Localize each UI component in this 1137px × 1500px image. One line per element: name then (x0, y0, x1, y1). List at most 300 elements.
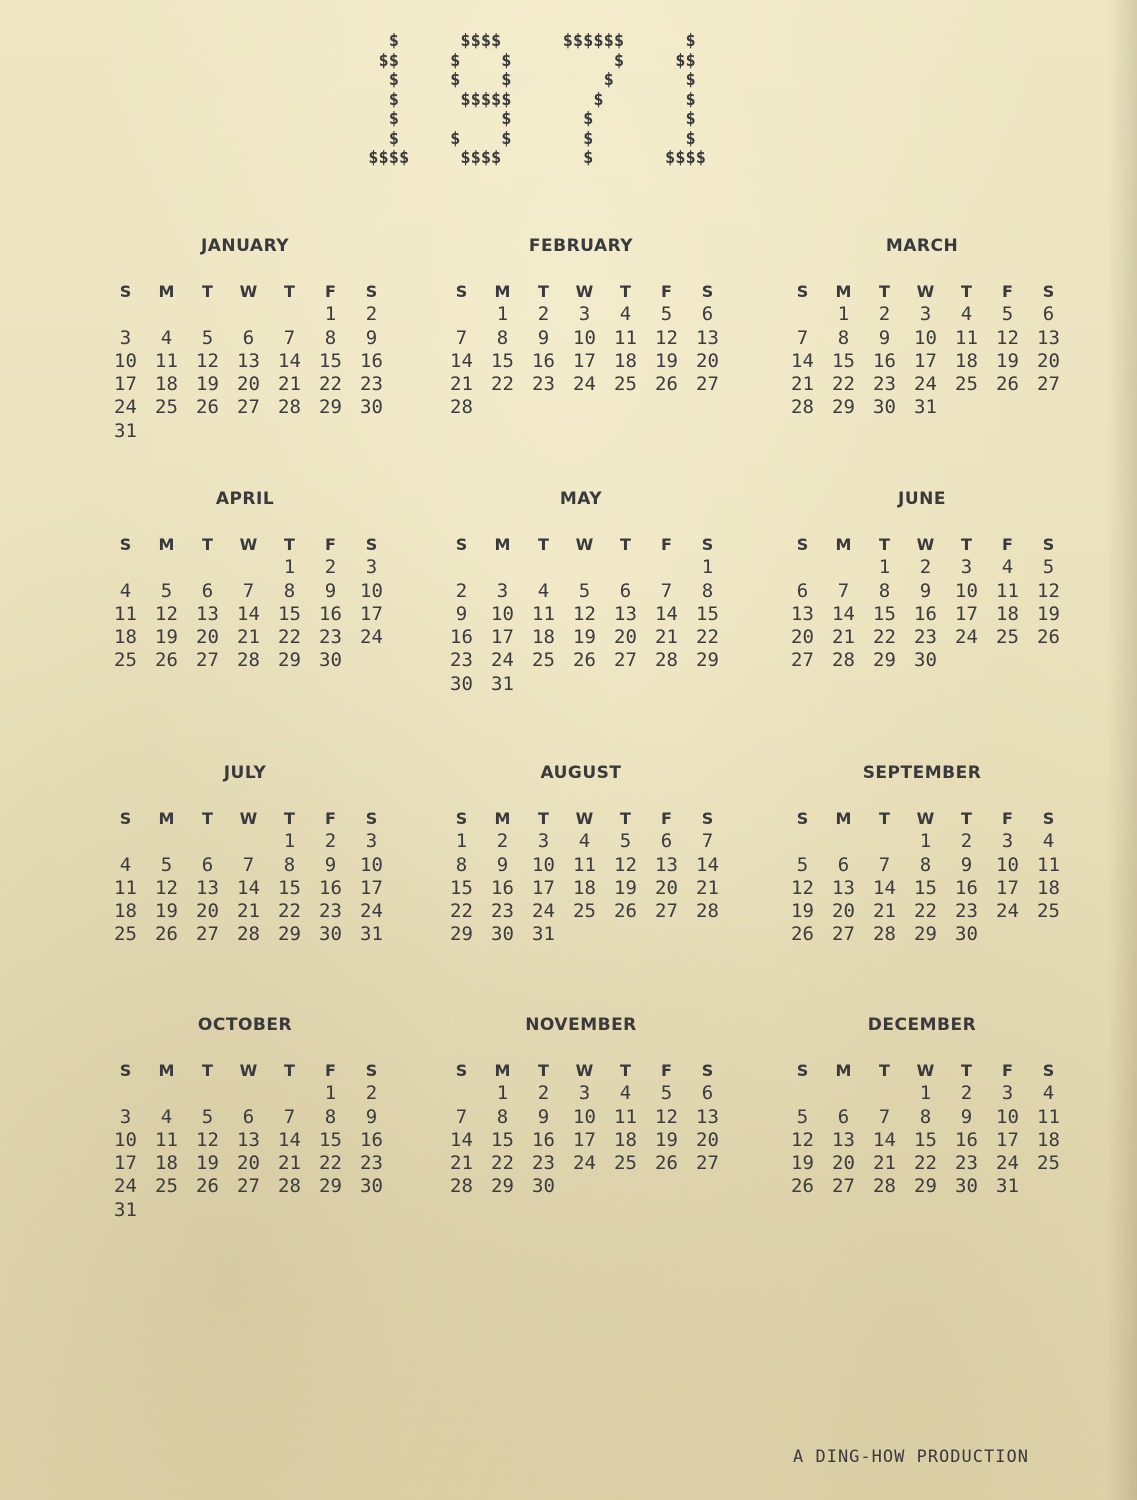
empty-day-cell (782, 303, 823, 326)
day-number: 21 (450, 373, 473, 396)
day-number: 6 (660, 830, 673, 853)
month-name: JANUARY (200, 236, 290, 256)
weekday-label: W (239, 535, 258, 554)
day-number: 4 (1001, 556, 1014, 579)
day-number: 23 (450, 649, 473, 672)
empty-day-cell (823, 556, 864, 579)
day-number: 20 (655, 876, 678, 899)
day-number: 21 (696, 876, 719, 899)
day-number: 24 (360, 900, 383, 923)
day-number: 25 (155, 396, 178, 419)
day-number: 27 (1037, 373, 1060, 396)
day-number: 21 (655, 626, 678, 649)
day-number: 13 (614, 602, 637, 625)
month-name: SEPTEMBER (862, 763, 982, 783)
day-number: 26 (655, 1152, 678, 1175)
empty-day-cell (564, 396, 605, 419)
day-number: 4 (619, 1082, 632, 1105)
day-number: 3 (365, 556, 378, 579)
day-number: 14 (450, 349, 473, 372)
empty-day-cell (564, 923, 605, 946)
day-number: 11 (614, 1105, 637, 1128)
day-number: 13 (655, 853, 678, 876)
day-number: 10 (914, 326, 937, 349)
day-number: 9 (455, 602, 468, 625)
day-number: 6 (701, 1082, 714, 1105)
weekday-label: W (916, 535, 935, 554)
day-number: 30 (491, 923, 514, 946)
day-number: 27 (614, 649, 637, 672)
day-number: 13 (237, 1128, 260, 1151)
day-number: 11 (532, 602, 555, 625)
weekday-label: W (575, 535, 594, 554)
day-number: 1 (455, 830, 468, 853)
day-number: 11 (155, 349, 178, 372)
empty-day-cell (146, 303, 187, 326)
day-number: 4 (160, 326, 173, 349)
day-number: 21 (832, 626, 855, 649)
empty-day-cell (605, 1175, 646, 1198)
day-number: 1 (496, 1082, 509, 1105)
day-grid (105, 1059, 392, 1222)
weekday-label: S (119, 282, 132, 301)
empty-day-cell (187, 830, 228, 853)
day-number: 19 (655, 349, 678, 372)
day-number: 20 (1037, 349, 1060, 372)
day-number: 12 (791, 876, 814, 899)
empty-day-cell (864, 830, 905, 853)
day-number: 29 (696, 649, 719, 672)
day-number: 8 (324, 326, 337, 349)
day-number: 27 (791, 649, 814, 672)
day-number: 7 (283, 1105, 296, 1128)
day-number: 13 (832, 1128, 855, 1151)
empty-day-cell (687, 396, 728, 419)
day-number: 16 (955, 876, 978, 899)
empty-day-cell (269, 420, 310, 443)
weekday-label: F (1002, 535, 1013, 554)
day-number: 25 (1037, 900, 1060, 923)
day-number: 11 (114, 876, 137, 899)
day-number: 28 (278, 1175, 301, 1198)
day-number: 2 (496, 830, 509, 853)
day-number: 26 (791, 923, 814, 946)
day-number: 26 (155, 923, 178, 946)
day-number: 15 (278, 602, 301, 625)
day-grid (105, 533, 392, 673)
day-number: 18 (573, 876, 596, 899)
day-number: 15 (319, 1128, 342, 1151)
day-number: 29 (873, 649, 896, 672)
day-number: 27 (237, 1175, 260, 1198)
day-number: 25 (614, 1152, 637, 1175)
day-number: 26 (196, 1175, 219, 1198)
weekday-label: F (661, 1061, 672, 1080)
day-number: 25 (532, 649, 555, 672)
day-number: 28 (278, 396, 301, 419)
day-number: 7 (455, 326, 468, 349)
weekday-label: F (661, 282, 672, 301)
day-number: 22 (832, 373, 855, 396)
day-number: 7 (242, 853, 255, 876)
day-grid (782, 280, 1069, 420)
day-number: 15 (914, 876, 937, 899)
day-number: 2 (324, 556, 337, 579)
day-number: 22 (278, 900, 301, 923)
day-number: 13 (696, 326, 719, 349)
day-grid (441, 533, 728, 696)
empty-day-cell (105, 1082, 146, 1105)
empty-day-cell (687, 1175, 728, 1198)
weekday-label: W (916, 1061, 935, 1080)
day-number: 21 (237, 900, 260, 923)
month-name: AUGUST (540, 763, 622, 783)
empty-day-cell (228, 1199, 269, 1222)
day-number: 28 (237, 923, 260, 946)
day-number: 20 (196, 900, 219, 923)
day-number: 10 (996, 853, 1019, 876)
day-number: 2 (537, 1082, 550, 1105)
day-number: 29 (278, 923, 301, 946)
day-number: 25 (614, 373, 637, 396)
day-number: 13 (237, 349, 260, 372)
weekday-label: S (1042, 1061, 1055, 1080)
day-number: 14 (791, 349, 814, 372)
weekday-label: S (701, 1061, 714, 1080)
weekday-label: T (620, 282, 631, 301)
day-number: 12 (655, 326, 678, 349)
day-number: 31 (914, 396, 937, 419)
day-number: 21 (791, 373, 814, 396)
weekday-label: S (796, 535, 809, 554)
day-number: 21 (450, 1152, 473, 1175)
empty-day-cell (823, 1082, 864, 1105)
weekday-label: W (916, 282, 935, 301)
day-number: 20 (237, 373, 260, 396)
day-number: 22 (278, 626, 301, 649)
day-number: 21 (278, 373, 301, 396)
weekday-label: T (620, 809, 631, 828)
weekday-label: M (158, 809, 175, 828)
day-number: 8 (878, 579, 891, 602)
day-number: 5 (1042, 556, 1055, 579)
day-number: 20 (791, 626, 814, 649)
day-number: 7 (242, 579, 255, 602)
day-number: 18 (114, 626, 137, 649)
weekday-label: M (835, 1061, 852, 1080)
day-number: 13 (1037, 326, 1060, 349)
weekday-label: S (365, 282, 378, 301)
day-number: 13 (196, 876, 219, 899)
weekday-label: T (538, 535, 549, 554)
day-number: 23 (532, 373, 555, 396)
day-number: 15 (491, 1128, 514, 1151)
empty-day-cell (987, 396, 1028, 419)
day-number: 28 (873, 1175, 896, 1198)
day-number: 10 (573, 326, 596, 349)
day-number: 9 (960, 853, 973, 876)
empty-day-cell (946, 396, 987, 419)
day-number: 19 (791, 1152, 814, 1175)
empty-day-cell (1028, 649, 1069, 672)
day-number: 17 (491, 626, 514, 649)
day-number: 13 (791, 602, 814, 625)
day-number: 25 (1037, 1152, 1060, 1175)
month-name: DECEMBER (867, 1015, 977, 1035)
day-number: 18 (614, 1128, 637, 1151)
day-number: 10 (491, 602, 514, 625)
day-number: 20 (832, 1152, 855, 1175)
day-number: 19 (655, 1128, 678, 1151)
empty-day-cell (187, 1199, 228, 1222)
day-number: 23 (319, 626, 342, 649)
day-number: 28 (237, 649, 260, 672)
day-number: 30 (914, 649, 937, 672)
day-number: 10 (360, 579, 383, 602)
day-number: 11 (573, 853, 596, 876)
day-number: 27 (196, 923, 219, 946)
day-number: 2 (960, 830, 973, 853)
day-number: 12 (196, 349, 219, 372)
weekday-label: T (202, 282, 213, 301)
day-number: 22 (914, 1152, 937, 1175)
empty-day-cell (987, 923, 1028, 946)
day-number: 9 (537, 326, 550, 349)
day-number: 18 (614, 349, 637, 372)
day-number: 19 (573, 626, 596, 649)
weekday-label: T (961, 535, 972, 554)
weekday-label: S (455, 1061, 468, 1080)
day-number: 25 (114, 649, 137, 672)
day-grid (441, 1059, 728, 1199)
day-number: 14 (278, 1128, 301, 1151)
weekday-label: S (119, 1061, 132, 1080)
day-number: 17 (996, 1128, 1019, 1151)
weekday-label: S (365, 535, 378, 554)
day-number: 25 (155, 1175, 178, 1198)
day-number: 17 (114, 1152, 137, 1175)
day-number: 22 (319, 1152, 342, 1175)
day-number: 8 (496, 1105, 509, 1128)
day-number: 23 (914, 626, 937, 649)
day-number: 22 (319, 373, 342, 396)
weekday-label: S (119, 809, 132, 828)
day-number: 12 (1037, 579, 1060, 602)
empty-day-cell (146, 420, 187, 443)
day-number: 30 (319, 649, 342, 672)
day-number: 12 (655, 1105, 678, 1128)
weekday-label: S (119, 535, 132, 554)
empty-day-cell (987, 649, 1028, 672)
day-number: 18 (955, 349, 978, 372)
day-grid (441, 807, 728, 947)
day-number: 4 (160, 1105, 173, 1128)
day-number: 30 (450, 672, 473, 695)
month-name: JULY (223, 763, 267, 783)
day-number: 9 (324, 853, 337, 876)
day-number: 19 (614, 876, 637, 899)
day-number: 2 (455, 579, 468, 602)
day-number: 2 (878, 303, 891, 326)
day-number: 23 (955, 1152, 978, 1175)
day-number: 10 (996, 1105, 1019, 1128)
day-number: 22 (491, 1152, 514, 1175)
weekday-label: M (494, 282, 511, 301)
day-number: 28 (873, 923, 896, 946)
empty-day-cell (605, 673, 646, 696)
day-number: 29 (491, 1175, 514, 1198)
day-number: 1 (324, 303, 337, 326)
empty-day-cell (1028, 923, 1069, 946)
day-number: 16 (319, 876, 342, 899)
day-number: 30 (532, 1175, 555, 1198)
day-number: 4 (960, 303, 973, 326)
weekday-label: S (455, 809, 468, 828)
day-number: 26 (196, 396, 219, 419)
day-number: 3 (919, 303, 932, 326)
day-number: 11 (1037, 853, 1060, 876)
day-number: 5 (660, 303, 673, 326)
empty-day-cell (1028, 1175, 1069, 1198)
empty-day-cell (646, 556, 687, 579)
day-number: 18 (155, 373, 178, 396)
day-number: 16 (532, 349, 555, 372)
weekday-label: T (284, 535, 295, 554)
day-number: 12 (791, 1128, 814, 1151)
day-number: 24 (996, 1152, 1019, 1175)
day-number: 24 (532, 900, 555, 923)
day-number: 4 (119, 579, 132, 602)
empty-day-cell (564, 673, 605, 696)
day-number: 18 (155, 1152, 178, 1175)
day-number: 19 (1037, 602, 1060, 625)
empty-day-cell (782, 830, 823, 853)
day-number: 27 (237, 396, 260, 419)
empty-day-cell (441, 303, 482, 326)
day-number: 16 (491, 876, 514, 899)
weekday-label: T (961, 282, 972, 301)
day-number: 2 (365, 1082, 378, 1105)
day-number: 15 (450, 876, 473, 899)
weekday-label: T (620, 1061, 631, 1080)
weekday-label: W (239, 809, 258, 828)
empty-day-cell (605, 556, 646, 579)
day-number: 14 (237, 602, 260, 625)
day-number: 6 (837, 1105, 850, 1128)
weekday-label: M (835, 282, 852, 301)
day-number: 5 (578, 579, 591, 602)
day-number: 31 (360, 923, 383, 946)
weekday-label: W (575, 282, 594, 301)
day-number: 29 (319, 396, 342, 419)
day-number: 31 (491, 672, 514, 695)
empty-day-cell (146, 1082, 187, 1105)
day-number: 21 (873, 900, 896, 923)
day-number: 28 (450, 1175, 473, 1198)
day-number: 3 (1001, 1082, 1014, 1105)
day-number: 27 (655, 900, 678, 923)
day-number: 14 (873, 876, 896, 899)
day-number: 31 (114, 1198, 137, 1221)
day-number: 16 (319, 602, 342, 625)
day-number: 17 (955, 602, 978, 625)
day-number: 6 (701, 303, 714, 326)
weekday-label: T (961, 809, 972, 828)
weekday-label: M (158, 535, 175, 554)
empty-day-cell (687, 923, 728, 946)
day-number: 29 (914, 1175, 937, 1198)
day-number: 9 (365, 326, 378, 349)
day-number: 15 (832, 349, 855, 372)
day-number: 30 (360, 396, 383, 419)
day-number: 1 (701, 556, 714, 579)
day-number: 31 (996, 1175, 1019, 1198)
weekday-label: F (1002, 282, 1013, 301)
weekday-label: S (455, 282, 468, 301)
day-number: 29 (832, 396, 855, 419)
weekday-label: W (575, 809, 594, 828)
day-number: 1 (878, 556, 891, 579)
day-number: 3 (578, 1082, 591, 1105)
production-credit: A DING-HOW PRODUCTION (793, 1447, 1029, 1467)
day-number: 4 (537, 579, 550, 602)
day-number: 2 (324, 830, 337, 853)
day-number: 20 (696, 349, 719, 372)
weekday-label: S (1042, 535, 1055, 554)
empty-day-cell (146, 1199, 187, 1222)
day-grid (782, 807, 1069, 947)
day-number: 14 (696, 853, 719, 876)
day-number: 9 (324, 579, 337, 602)
weekday-label: S (1042, 809, 1055, 828)
day-number: 11 (155, 1128, 178, 1151)
empty-day-cell (105, 830, 146, 853)
day-number: 1 (919, 830, 932, 853)
day-number: 16 (360, 1128, 383, 1151)
day-number: 22 (914, 900, 937, 923)
day-number: 23 (955, 900, 978, 923)
day-number: 11 (614, 326, 637, 349)
day-number: 1 (496, 303, 509, 326)
weekday-label: W (916, 809, 935, 828)
day-number: 24 (114, 1175, 137, 1198)
day-number: 5 (796, 1105, 809, 1128)
day-number: 14 (873, 1128, 896, 1151)
day-number: 6 (201, 579, 214, 602)
day-number: 13 (196, 602, 219, 625)
weekday-label: W (239, 1061, 258, 1080)
day-number: 24 (491, 649, 514, 672)
day-number: 25 (996, 626, 1019, 649)
empty-day-cell (687, 673, 728, 696)
day-number: 29 (319, 1175, 342, 1198)
day-number: 4 (578, 830, 591, 853)
empty-day-cell (823, 830, 864, 853)
empty-day-cell (105, 556, 146, 579)
day-number: 13 (832, 876, 855, 899)
day-number: 26 (996, 373, 1019, 396)
day-number: 15 (873, 602, 896, 625)
day-number: 6 (1042, 303, 1055, 326)
day-number: 9 (919, 579, 932, 602)
day-number: 10 (573, 1105, 596, 1128)
day-number: 28 (450, 396, 473, 419)
day-number: 8 (919, 1105, 932, 1128)
day-number: 11 (1037, 1105, 1060, 1128)
weekday-label: M (494, 1061, 511, 1080)
day-number: 26 (573, 649, 596, 672)
day-number: 30 (955, 923, 978, 946)
